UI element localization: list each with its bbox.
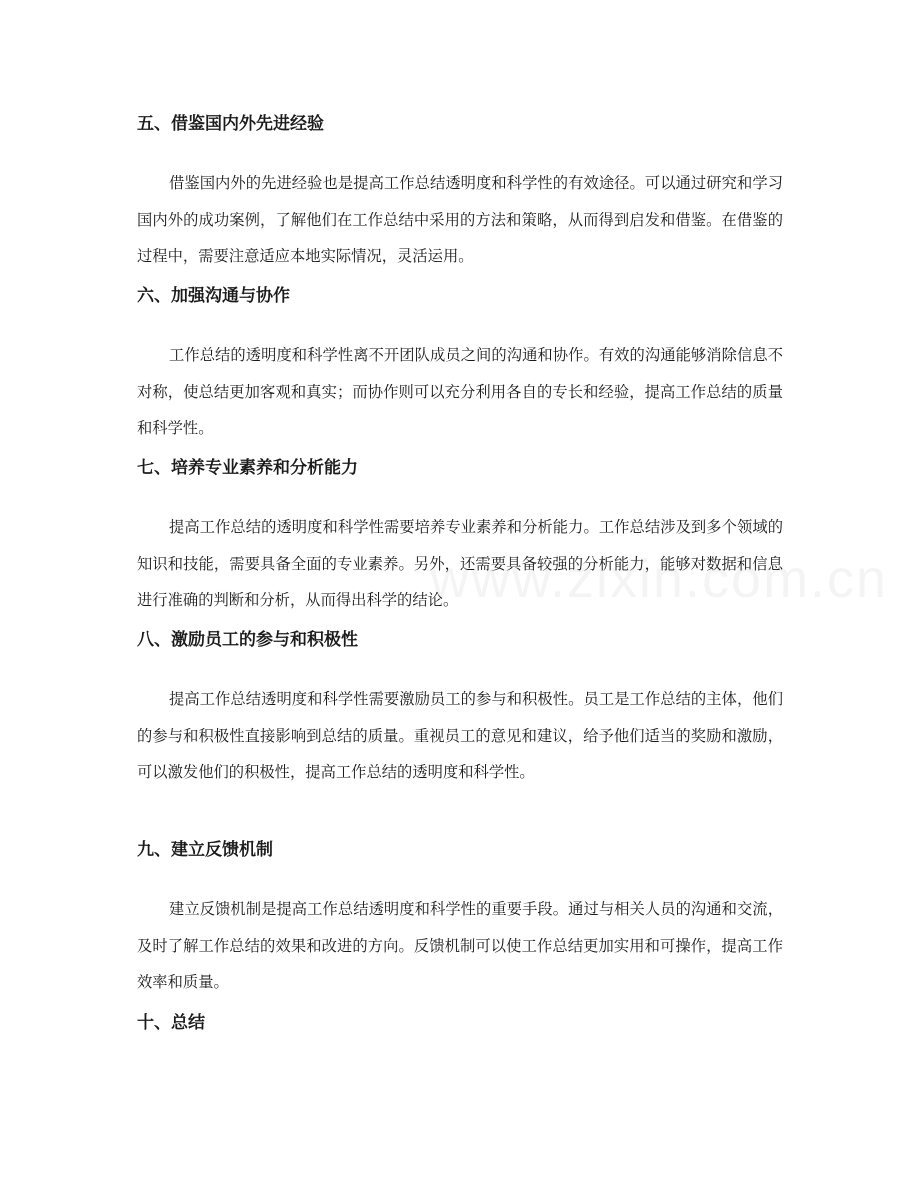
section-heading: 九、建立反馈机制 <box>137 840 273 860</box>
section-paragraph: 工作总结的透明度和科学性离不开团队成员之间的沟通和协作。有效的沟通能够消除信息不对称，使总结更加客观和真实；而协作则可以充分利用各自的专长和经验，提高工作总结的质量和科学性。 <box>137 346 783 437</box>
section-paragraph: 借鉴国内外的先进经验也是提高工作总结透明度和科学性的有效途径。可以通过研究和学习国内外的成功案例，了解他们在工作总结中采用的方法和策略，从而得到启发和借鉴。在借鉴的过程中，需要注意适应本地实际情况，灵活运用。 <box>137 174 783 265</box>
section-10 <box>137 1009 783 1037</box>
section-paragraph: 提高工作总结透明度和科学性需要激励员工的参与和积极性。员工是工作总结的主体，他们的参与和积极性直接影响到总结的质量。重视员工的意见和建议，给予他们适当的奖励和激励，可以激发他们的积极性，提高工作总结的透明度和科学性。 <box>137 690 783 781</box>
section-heading: 七、培养专业素养和分析能力 <box>137 458 358 478</box>
section-paragraph: 提高工作总结的透明度和科学性需要培养专业素养和分析能力。工作总结涉及到多个领域的知识和技能，需要具备全面的专业素养。另外，还需要具备较强的分析能力，能够对数据和信息进行准确的判断和分析，从而得出科学的结论。 <box>137 518 783 609</box>
section-8 <box>137 626 783 791</box>
section-paragraph: 建立反馈机制是提高工作总结透明度和科学性的重要手段。通过与相关人员的沟通和交流，及时了解工作总结的效果和改进的方向。反馈机制可以使工作总结更加实用和可操作，提高工作效率和质量。 <box>137 900 783 991</box>
section-9 <box>137 836 783 1001</box>
section-7 <box>137 454 783 619</box>
section-heading: 六、加强沟通与协作 <box>137 286 290 306</box>
section-5 <box>137 110 783 275</box>
section-heading: 八、激励员工的参与和积极性 <box>137 630 358 650</box>
section-heading: 五、借鉴国内外先进经验 <box>137 114 324 134</box>
section-6 <box>137 282 783 447</box>
section-heading: 十、总结 <box>137 1013 205 1033</box>
